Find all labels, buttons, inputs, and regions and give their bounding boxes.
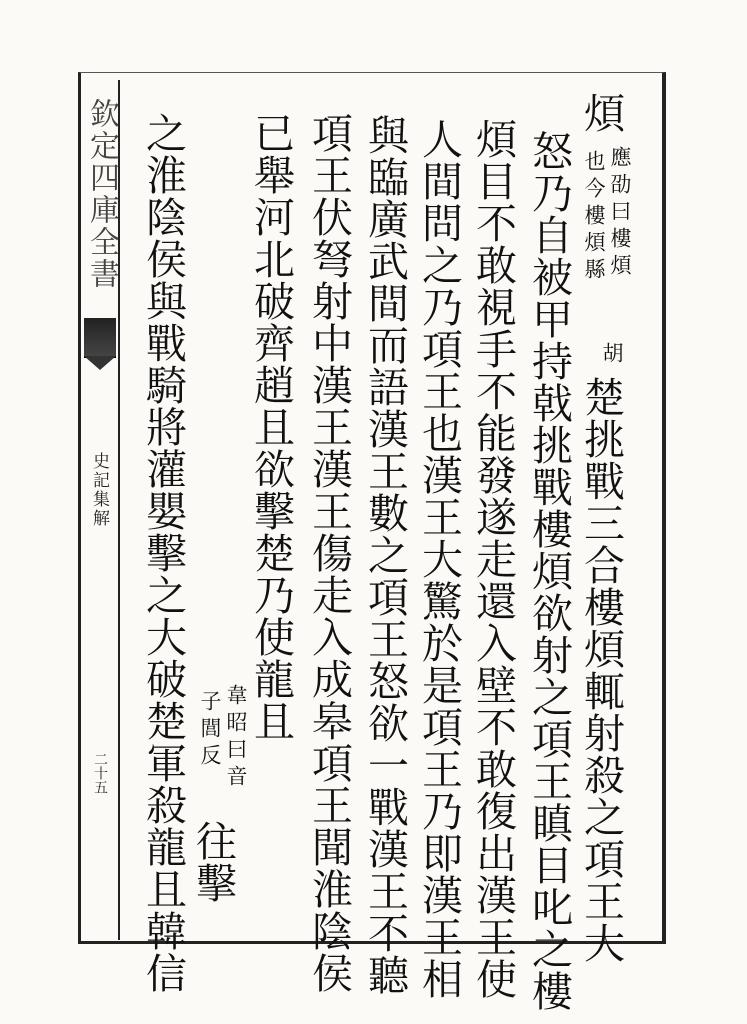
text-column-3: 煩目不敢視手不能發遂走還入壁不敢復出漢王使 [469,118,517,1000]
text-column-7-head: 已舉河北破齊趙且欲擊楚乃使龍且 [247,112,295,742]
text-column-4: 人間問之乃項王也漢王大驚於是項王乃即漢王相 [415,118,463,1000]
text-column-1-head: 煩 [577,92,625,134]
fish-tail-mark [84,318,116,358]
text-column-6: 項王伏弩射中漢王漢王傷走入成皋項王聞淮陰侯 [305,112,353,994]
text-column-8: 之淮陰侯與戰騎將灌嬰擊之大破楚軍殺龍且韓信 [139,112,187,994]
text-column-7-tail: 往擊 [189,820,237,904]
note-column-7-left: 子閭反 [198,690,222,771]
text-column-5: 與臨廣武間而語漢王數之項王怒欲一戰漢王不聽 [361,114,409,996]
margin-subtitle: 史記集解 [89,452,109,528]
margin-title: 欽定四庫全書 [84,98,119,290]
text-column-2: 怒乃自被甲持戟挑戰樓煩欲射之項王瞋目叱之樓 [525,130,573,1012]
text-column-1-body: 楚挑戰三合樓煩輒射殺之項王大 [577,376,625,964]
margin-page-number: 二十五 [92,752,108,794]
note-column-1-left: 也今樓煩縣 [582,150,606,285]
note-column-7-right: 韋昭曰音 [224,684,248,792]
note-column-1-right: 應劭曰樓煩 [608,146,632,281]
note-column-1-tail: 胡 [600,342,624,369]
